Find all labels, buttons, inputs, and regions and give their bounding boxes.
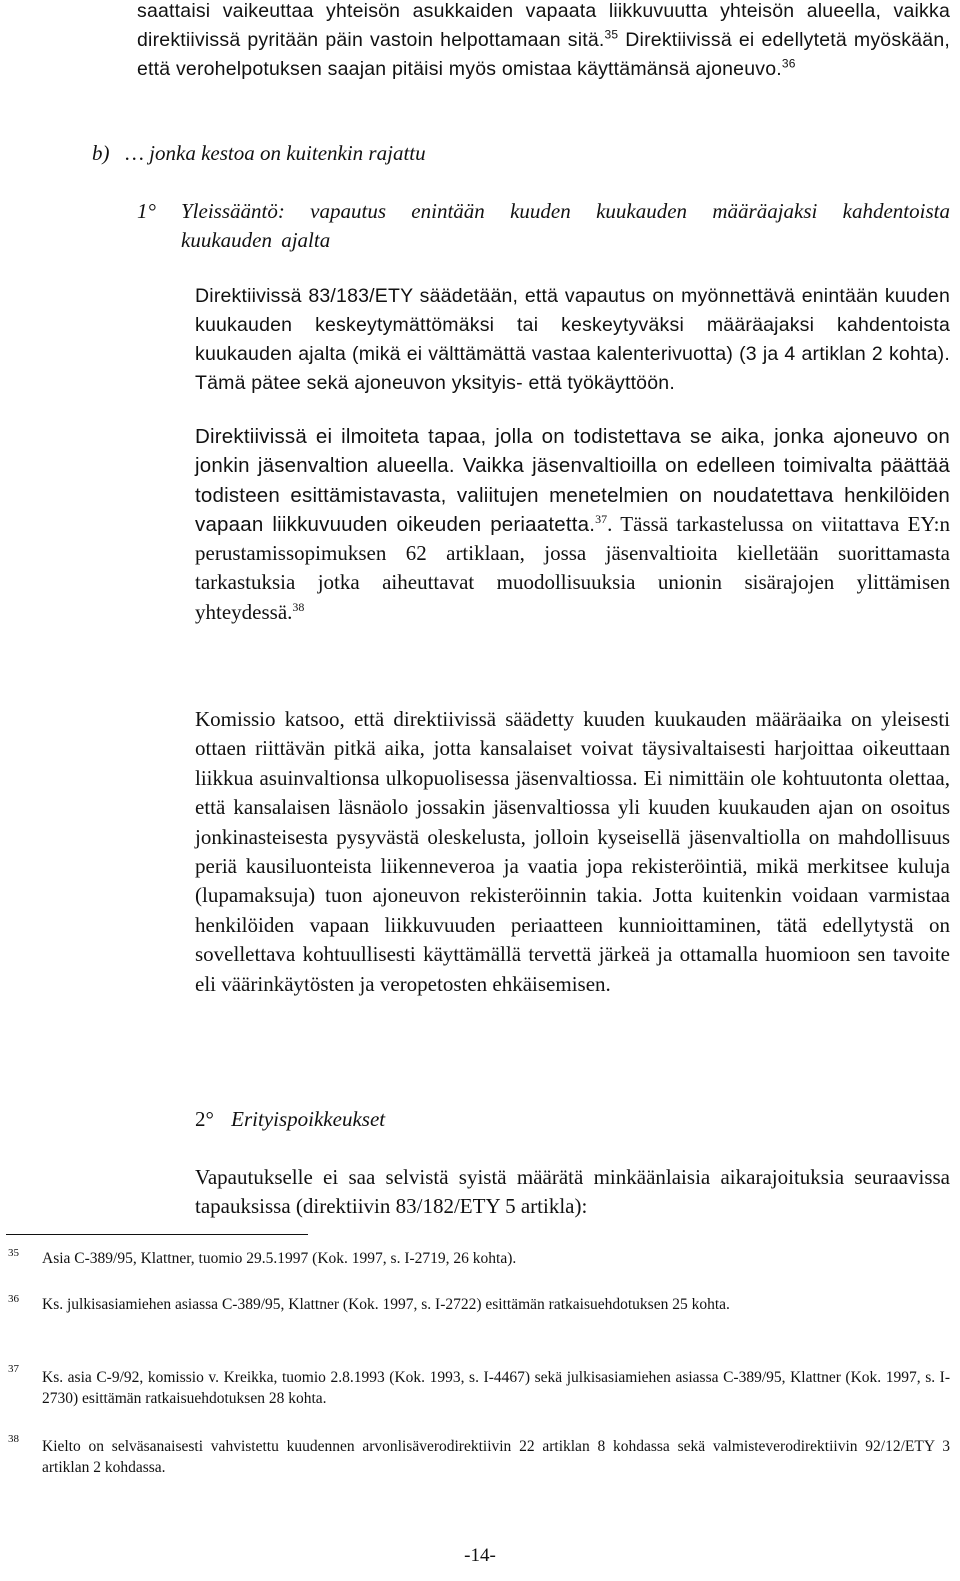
footnote-text: Ks. asia C-9/92, komissio v. Kreikka, tuomio 2.8.1993 (Kok. 1993, s. I-4467) sekä julkisasiamiehen asiassa C-389/95, Klattner (Kok. 1997, s. I-2730) esittämän ratkaisuehdotuksen 28 kohta. (42, 1369, 950, 1407)
footnote-text: Ks. julkisasiamiehen asiassa C-389/95, Klattner (Kok. 1997, s. I-2722) esittämän ratkaisuehdotuksen 25 kohta. (42, 1296, 730, 1313)
footnote-ref-38[interactable]: 38 (292, 599, 305, 614)
paragraph-continuation (137, 0, 950, 84)
subsection-heading-1 (137, 197, 950, 256)
paragraph-3: Komissio katsoo, että direktiivissä säädetty kuuden kuukauden määräaika on yleisesti ottaen riittävän pitkä aika, jotta kansalaiset voivat täysivaltaisesti harjoittaa oikeuttaan liikkua asuinvaltionsa ulkopuolisessa jäsenvaltiossa. Ei nimittäin ole kohtuutonta olettaa, että kansalaisen läsnäolo jossakin jäsenvaltiossa yli kuuden kuukauden ajan on osoitus jonkinasteisesta pysyvästä oleskelusta, jolloin kyseisellä jäsenvaltiolla on mahdollisuus periä kausiluonteista liikenneveroa ja vaatia jopa rekisteröintiä, mikä merkitsee kuluja (lupamaksuja) tuon ajoneuvon rekisteröinnin takia. Jotta kuitenkin voidaan varmistaa henkilöiden vapaan liikkuvuuden periaatteen kunnioittaminen, tätä edellytystä on sovellettava kohtuullisesti käyttämällä tervettä järkeä ja ottamalla huomioon sen tavoite eli väärinkäytösten ja veropetosten ehkäisemisen. (195, 707, 950, 996)
paragraph-2 (195, 422, 950, 627)
footnote-separator (6, 1234, 308, 1235)
subsection-number: 2° (195, 1107, 214, 1131)
subsection-heading-2 (195, 1105, 795, 1134)
footnote-ref-35[interactable]: 35 (604, 27, 619, 42)
subsection-title: Erityispoikkeukset (231, 1107, 386, 1131)
paragraph-text: . Tässä tarkastelussa on viitattava EY:n perustamissopimuksen 62 artiklaan, jossa jäsenvaltioita kielletään suorittamasta tarkastuksia jotka aiheuttavat muodollisuuksia unionin sisärajojen ylittämisen yhteydessä. (195, 511, 950, 624)
subsection-number: 1° (137, 199, 156, 223)
paragraph-text: Direktiivissä ei ilmoiteta tapaa, jolla on todistettava se aika, jonka ajoneuvo on jonkin jäsenvaltion alueella. Vaikka jäsenvaltioilla on edelleen toimivalta päättää todisteen esittämistavasta, valiitujen menetelmien on noudatettava henkilöiden vapaan liikkuvuuden oikeuden periaatetta. (195, 425, 950, 536)
footnote-ref-36[interactable]: 36 (781, 56, 796, 71)
footnote-ref-37[interactable]: 37 (595, 511, 608, 526)
section-heading-b: b) … jonka kestoa on kuitenkin rajattu (92, 141, 426, 165)
footnote-number: 36 (8, 1293, 19, 1305)
footnote-number: 38 (8, 1433, 19, 1445)
paragraph-text: saattaisi vaikeuttaa yhteisön asukkaiden vapaata liikkuvuutta yhteisön alueella, vaikka direktiivissä pyritään päin vastoin helpottamaan sitä. (137, 0, 950, 51)
footnote-text: Asia C-389/95, Klattner, tuomio 29.5.1997 (Kok. 1997, s. I-2719, 26 kohta). (42, 1250, 517, 1267)
subsection-title: Yleissääntö: vapautus enintään kuuden kuukauden määräajaksi kahdentoista kuukauden ajalta (181, 199, 950, 253)
footnote-number: 35 (8, 1247, 19, 1259)
paragraph-4: Vapautukselle ei saa selvistä syistä määrätä minkäänlaisia aikarajoituksia seuraavissa tapauksissa (direktiivin 83/182/ETY 5 artikla): (195, 1165, 950, 1219)
paragraph-1: Direktiivissä 83/183/ETY säädetään, että vapautus on myönnettävä enintään kuuden kuukauden keskeytymättömäksi tai keskeytyväksi määräajaksi kahdentoista kuukauden ajalta (mikä ei välttämättä vastaa kalenterivuotta) (3 ja 4 artiklan 2 kohta). Tämä pätee sekä ajoneuvon yksityis- että työkäyttöön. (195, 285, 950, 394)
footnote-number: 37 (8, 1363, 19, 1375)
paragraph-text: Direktiivissä ei edellytetä myöskään, että verohelpotuksen saajan pitäisi myös omistaa käyttämänsä ajoneuvo. (137, 29, 950, 80)
page-number: -14- (464, 1545, 496, 1566)
footnote-text: Kielto on selväsanaisesti vahvistettu kuudennen arvonlisäverodirektiivin 22 artiklan 8 kohdassa sekä valmisteverodirektiivin 92/12/ETY 3 artiklan 2 kohdassa. (42, 1438, 950, 1476)
